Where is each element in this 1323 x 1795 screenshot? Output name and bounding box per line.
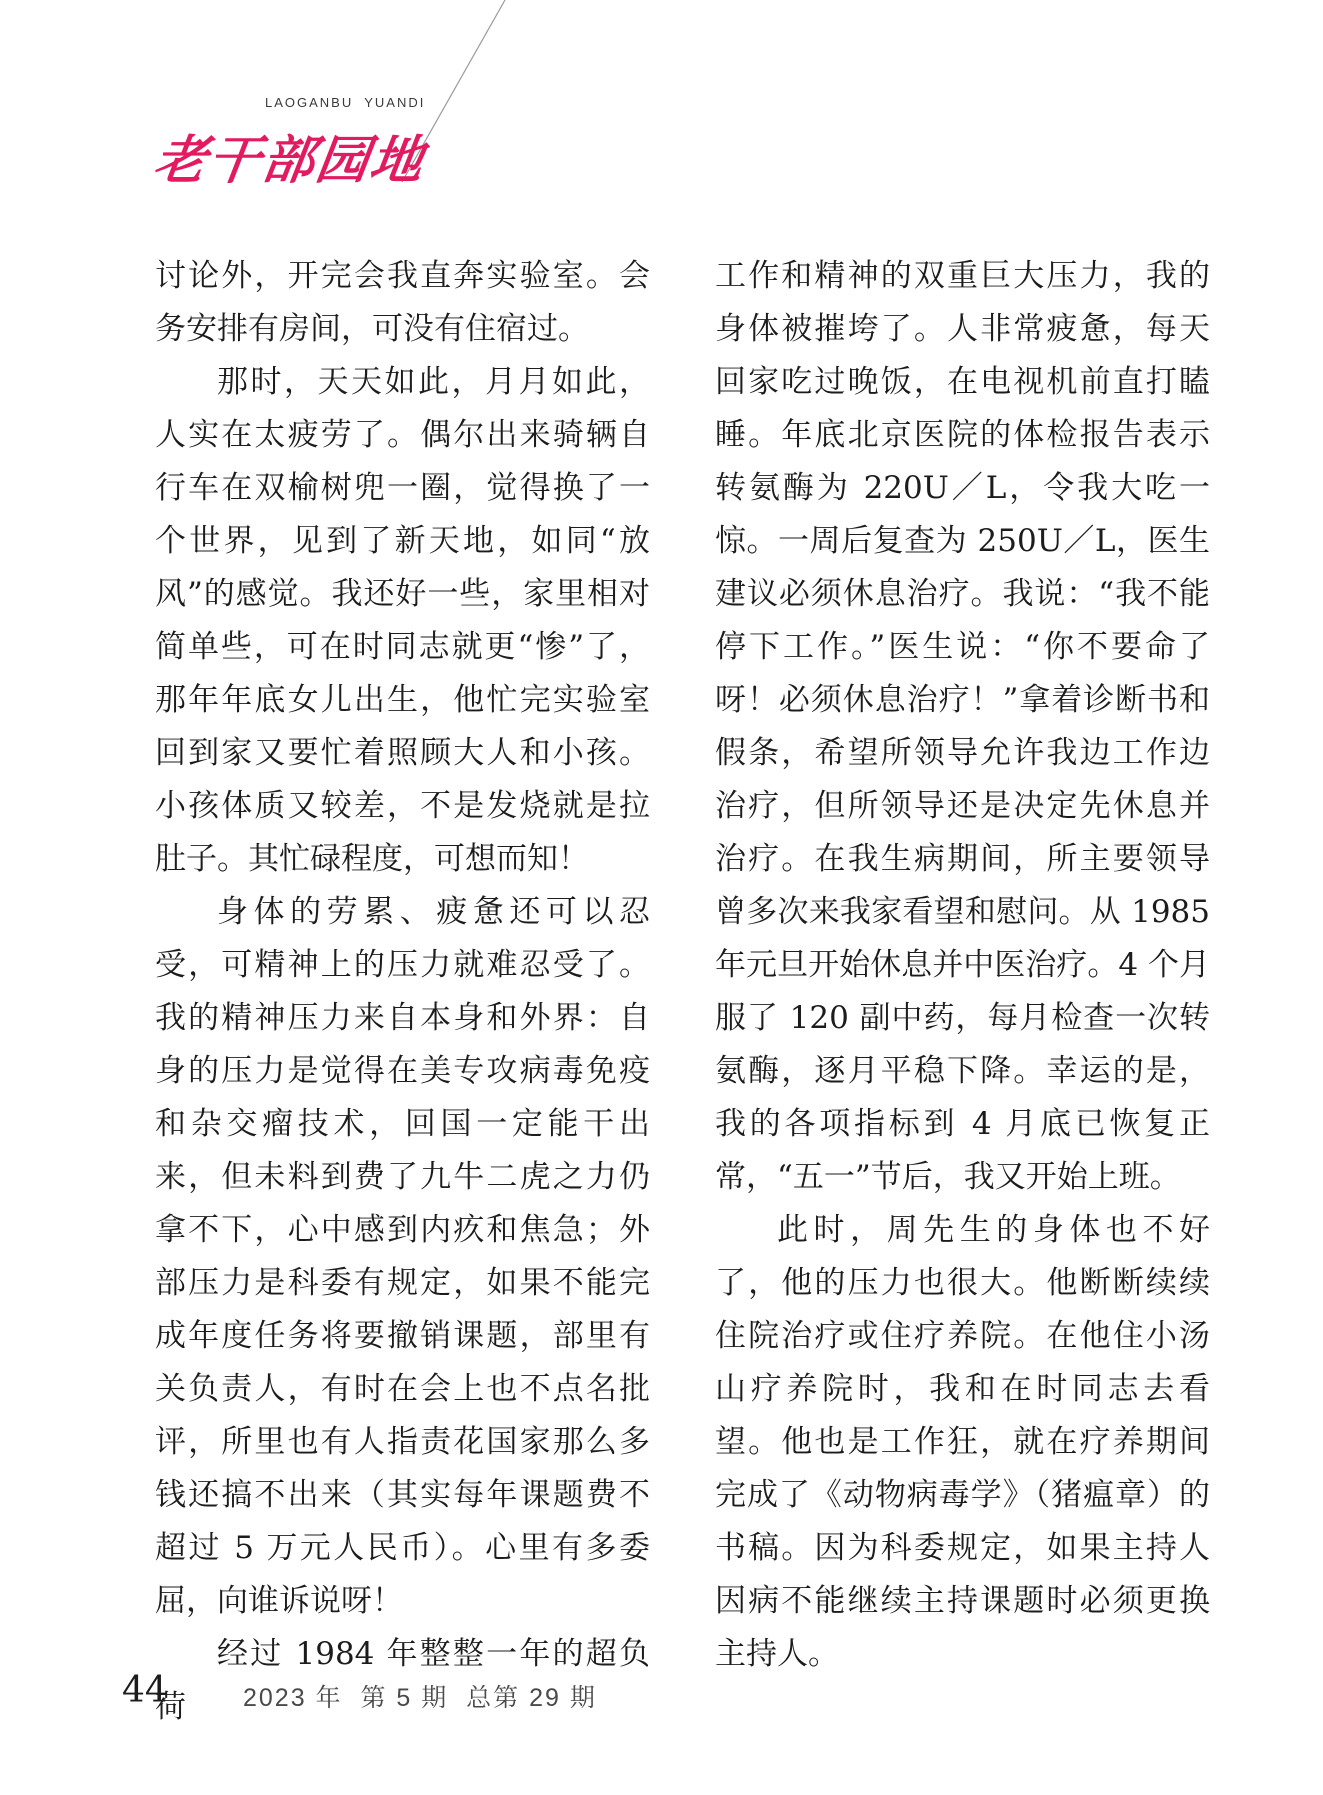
issue-info: 2023 年 第 5 期 总第 29 期 bbox=[243, 1684, 597, 1712]
paragraph: 那时，天天如此，月月如此，人实在太疲劳了。偶尔出来骑辆自行车在双榆树兜一圈，觉得换了一个世界，见到了新天地，如同“放风”的感觉。我还好一些，家里相对简单些，可在时同志就更“惨”了，那年年底女儿出生，他忙完实验室回到家又要忙着照顾大人和小孩。小孩体质又较差，不是发烧就是拉肚子。其忙碌程度，可想而知！ bbox=[155, 364, 650, 877]
paragraph: 讨论外，开完会我直奔实验室。会务安排有房间，可没有住宿过。 bbox=[155, 258, 650, 347]
magazine-logo: 老干部园地 bbox=[150, 130, 429, 191]
magazine-pinyin-title: LAOGANBU YUANDI bbox=[265, 95, 426, 110]
paragraph: 此时，周先生的身体也不好了，他的压力也很大。他断断续续住院治疗或住疗养院。在他住小汤山疗养院时，我和在时同志去看望。他也是工作狂，就在疗养期间完成了《动物病毒学》（猪瘟章）的书稿。因为科委规定，如果主持人因病不能继续主持课题时必须更换主持人。 bbox=[715, 1212, 1210, 1672]
paragraph: 经过 1984 年整整一年的超负荷 bbox=[155, 1636, 650, 1725]
paragraph: 工作和精神的双重巨大压力，我的身体被摧垮了。人非常疲惫，每天回家吃过晚饭，在电视机前直打瞌睡。年底北京医院的体检报告表示转氨酶为 220U／L，令我大吃一惊。一周后复查为 250U／L，医生建议必须休息治疗。我说：“我不能停下工作。”医生说：“你不要命了呀！必须休息治疗！”拿着诊断书和假条，希望所领导允许我边工作边治疗，但所领导还是决定先休息并治疗。在我生病期间，所主要领导曾多次来我家看望和慰问。从 1985 年元旦开始休息并中医治疗。4 个月服了 120 副中药，每月检查一次转氨酶，逐月平稳下降。幸运的是，我的各项指标到 4 月底已恢复正常，“五一”节后，我又开始上班。 bbox=[715, 258, 1210, 1195]
page-number: 44 bbox=[122, 1670, 168, 1711]
paragraph: 身体的劳累、疲惫还可以忍受，可精神上的压力就难忍受了。我的精神压力来自本身和外界：自身的压力是觉得在美专攻病毒免疫和杂交瘤技术，回国一定能干出来，但未料到费了九牛二虎之力仍拿不下，心中感到内疚和焦急；外部压力是科委有规定，如果不能完成年度任务将要撤销课题，部里有关负责人，有时在会上也不点名批评，所里也有人指责花国家那么多钱还搞不出来（其实每年课题费不超过 5 万元人民币）。心里有多委屈，向谁诉说呀！ bbox=[155, 894, 650, 1619]
left-column bbox=[155, 250, 650, 1734]
right-column bbox=[715, 250, 1210, 1681]
